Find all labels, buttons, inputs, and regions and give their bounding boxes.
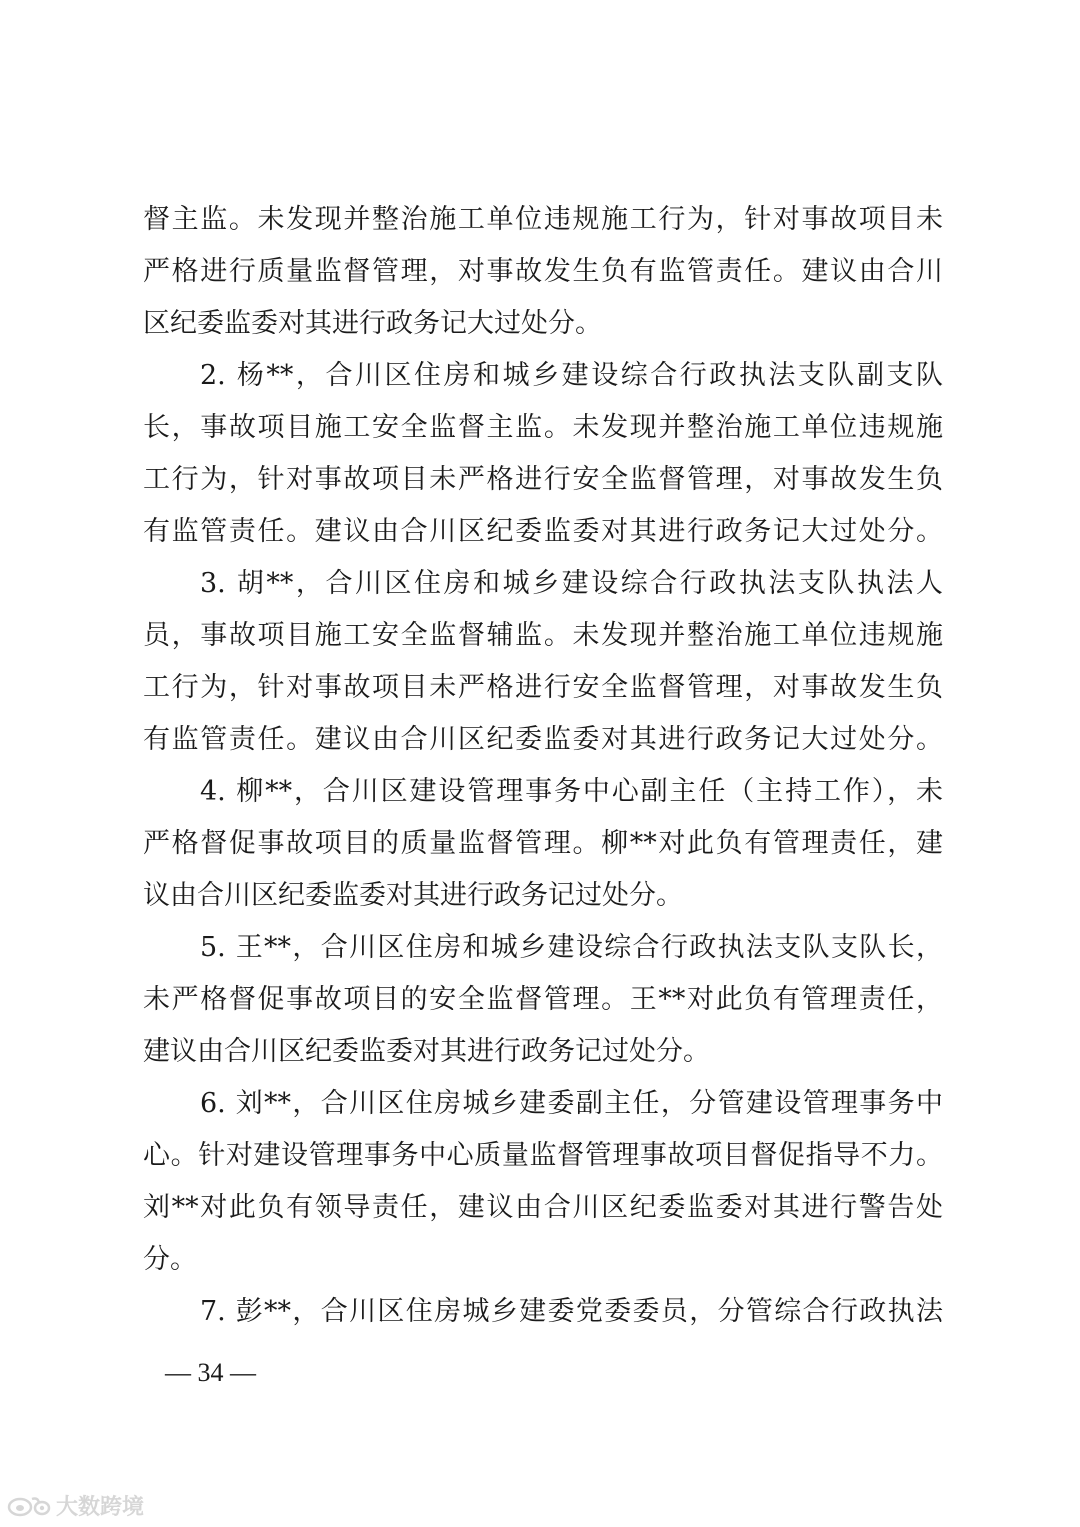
paragraph-line: 分。 bbox=[143, 1244, 197, 1275]
paragraph-line: 建议由合川区纪委监委对其进行政务记过处分。 bbox=[143, 1036, 710, 1067]
paragraph-line: 有监管责任。建议由合川区纪委监委对其进行政务记大过处分。 bbox=[143, 724, 943, 755]
paragraph-line: 区纪委监委对其进行政务记大过处分。 bbox=[143, 308, 602, 339]
paragraph-line: 2. 杨**，合川区住房和城乡建设综合行政执法支队副支队 bbox=[200, 360, 943, 391]
paragraph-line: 5. 王**，合川区住房和城乡建设综合行政执法支队支队长， bbox=[200, 932, 943, 963]
paragraph-line: 4. 柳**，合川区建设管理事务中心副主任（主持工作），未 bbox=[200, 776, 943, 807]
watermark-text: 大数跨境 bbox=[56, 1494, 145, 1520]
page-number: — 34 — bbox=[165, 1358, 256, 1387]
paragraph-line: 工行为，针对事故项目未严格进行安全监督管理，对事故发生负 bbox=[143, 672, 943, 703]
paragraph-line: 议由合川区纪委监委对其进行政务记过处分。 bbox=[143, 880, 683, 911]
paragraph-line: 3. 胡**，合川区住房和城乡建设综合行政执法支队执法人 bbox=[200, 568, 943, 599]
paragraph-line: 7. 彭**，合川区住房城乡建委党委委员，分管综合行政执法 bbox=[200, 1296, 943, 1327]
watermark bbox=[6, 1490, 144, 1520]
paragraph-line: 严格进行质量监督管理，对事故发生负有监管责任。建议由合川 bbox=[143, 256, 943, 287]
paragraph-line: 未严格督促事故项目的安全监督管理。王**对此负有管理责任， bbox=[143, 984, 943, 1015]
paragraph-line: 心。针对建设管理事务中心质量监督管理事故项目督促指导不力。 bbox=[143, 1140, 943, 1171]
paragraph-line: 严格督促事故项目的质量监督管理。柳**对此负有管理责任，建 bbox=[143, 828, 943, 859]
paragraph-line: 工行为，针对事故项目未严格进行安全监督管理，对事故发生负 bbox=[143, 464, 943, 495]
paragraph-line: 长，事故项目施工安全监督主监。未发现并整治施工单位违规施 bbox=[143, 412, 943, 443]
paragraph-line: 有监管责任。建议由合川区纪委监委对其进行政务记大过处分。 bbox=[143, 516, 943, 547]
weibo-logo-icon bbox=[6, 1493, 52, 1517]
paragraph-line: 刘**对此负有领导责任，建议由合川区纪委监委对其进行警告处 bbox=[143, 1192, 943, 1223]
paragraph-line: 督主监。未发现并整治施工单位违规施工行为，针对事故项目未 bbox=[143, 204, 943, 235]
paragraph-line: 员，事故项目施工安全监督辅监。未发现并整治施工单位违规施 bbox=[143, 620, 943, 651]
paragraph-line: 6. 刘**，合川区住房城乡建委副主任，分管建设管理事务中 bbox=[200, 1088, 943, 1119]
